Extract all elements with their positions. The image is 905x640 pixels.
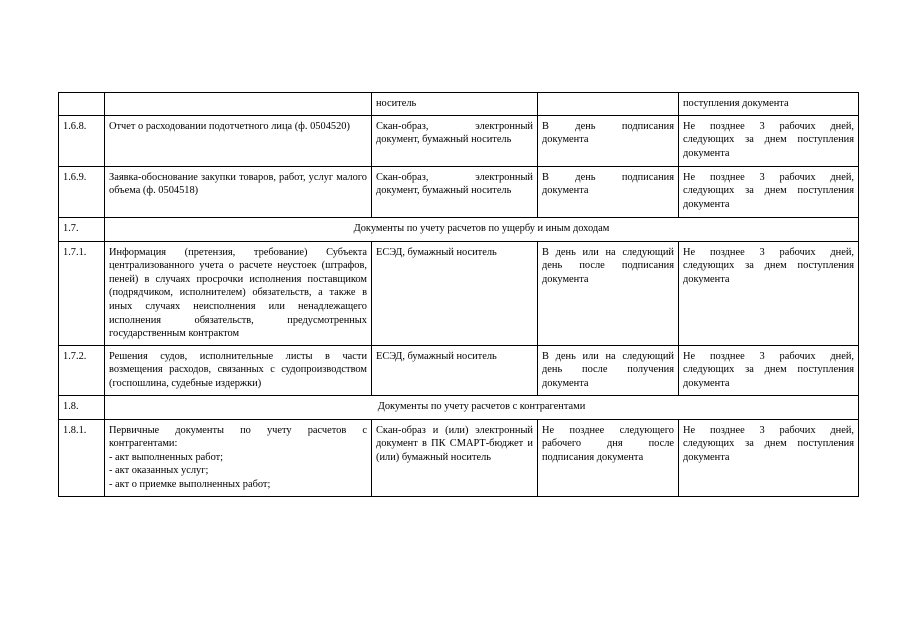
table-row bbox=[59, 115, 859, 166]
document-name-cell bbox=[105, 93, 372, 116]
section-row bbox=[59, 395, 859, 419]
section-row bbox=[59, 217, 859, 241]
section-title: Документы по учету расчетов по ущербу и иным доходам bbox=[105, 217, 859, 241]
processing-deadline-cell: Не позднее 3 рабочих дней, следующих за днем поступления документа bbox=[679, 345, 859, 395]
row-number-cell: 1.6.9. bbox=[59, 166, 105, 217]
section-title: Документы по учету расчетов с контрагентами bbox=[105, 395, 859, 419]
submission-deadline-cell: В день или на следующий день после подписания документа bbox=[538, 241, 679, 345]
table-row bbox=[59, 345, 859, 395]
processing-deadline-cell: Не позднее 3 рабочих дней, следующих за днем поступления документа bbox=[679, 115, 859, 166]
table-row bbox=[59, 419, 859, 496]
processing-deadline-cell: Не позднее 3 рабочих дней, следующих за днем поступления документа bbox=[679, 419, 859, 496]
document-name-cell: Первичные документы по учету расчетов с контрагентами: - акт выполненных работ; - акт оказанных услуг; - акт о приемке выполненных работ; bbox=[105, 419, 372, 496]
submission-deadline-cell: Не позднее следующего рабочего дня после подписания документа bbox=[538, 419, 679, 496]
row-number-cell: 1.7.2. bbox=[59, 345, 105, 395]
document-table bbox=[58, 92, 859, 497]
format-cell: ЕСЭД, бумажный носитель bbox=[372, 241, 538, 345]
row-number-cell: 1.8.1. bbox=[59, 419, 105, 496]
submission-deadline-cell: В день подписания документа bbox=[538, 166, 679, 217]
table-row bbox=[59, 241, 859, 345]
format-cell: Скан-образ, электронный документ, бумажный носитель bbox=[372, 115, 538, 166]
document-name-cell: Отчет о расходовании подотчетного лица (ф. 0504520) bbox=[105, 115, 372, 166]
processing-deadline-cell: Не позднее 3 рабочих дней, следующих за днем поступления документа bbox=[679, 166, 859, 217]
document-name-cell: Заявка-обоснование закупки товаров, работ, услуг малого объема (ф. 0504518) bbox=[105, 166, 372, 217]
document-name-cell: Решения судов, исполнительные листы в части возмещения расходов, связанных с судопроизводством (госпошлина, судебные издержки) bbox=[105, 345, 372, 395]
row-number-cell: 1.7.1. bbox=[59, 241, 105, 345]
format-cell: Скан-образ, электронный документ, бумажный носитель bbox=[372, 166, 538, 217]
format-cell: ЕСЭД, бумажный носитель bbox=[372, 345, 538, 395]
submission-deadline-cell: В день или на следующий день после получения документа bbox=[538, 345, 679, 395]
submission-deadline-cell: В день подписания документа bbox=[538, 115, 679, 166]
row-number-cell: 1.6.8. bbox=[59, 115, 105, 166]
table-row bbox=[59, 166, 859, 217]
submission-deadline-cell bbox=[538, 93, 679, 116]
section-number-cell: 1.8. bbox=[59, 395, 105, 419]
document-name-cell: Информация (претензия, требование) Субъекта централизованного учета о расчете неустоек (штрафов, пеней) в случаях просрочки исполнения поставщиком (подрядчиком, исполнителем) обязательств, а также в иных случаях неисполнения или ненадлежащего исполнения обязательств, предусмотренных государственным контрактом bbox=[105, 241, 372, 345]
processing-deadline-cell: поступления документа bbox=[679, 93, 859, 116]
processing-deadline-cell: Не позднее 3 рабочих дней, следующих за днем поступления документа bbox=[679, 241, 859, 345]
row-number-cell bbox=[59, 93, 105, 116]
format-cell: носитель bbox=[372, 93, 538, 116]
section-number-cell: 1.7. bbox=[59, 217, 105, 241]
continuation-row bbox=[59, 93, 859, 116]
format-cell: Скан-образ и (или) электронный документ в ПК СМАРТ-бюджет и (или) бумажный носитель bbox=[372, 419, 538, 496]
